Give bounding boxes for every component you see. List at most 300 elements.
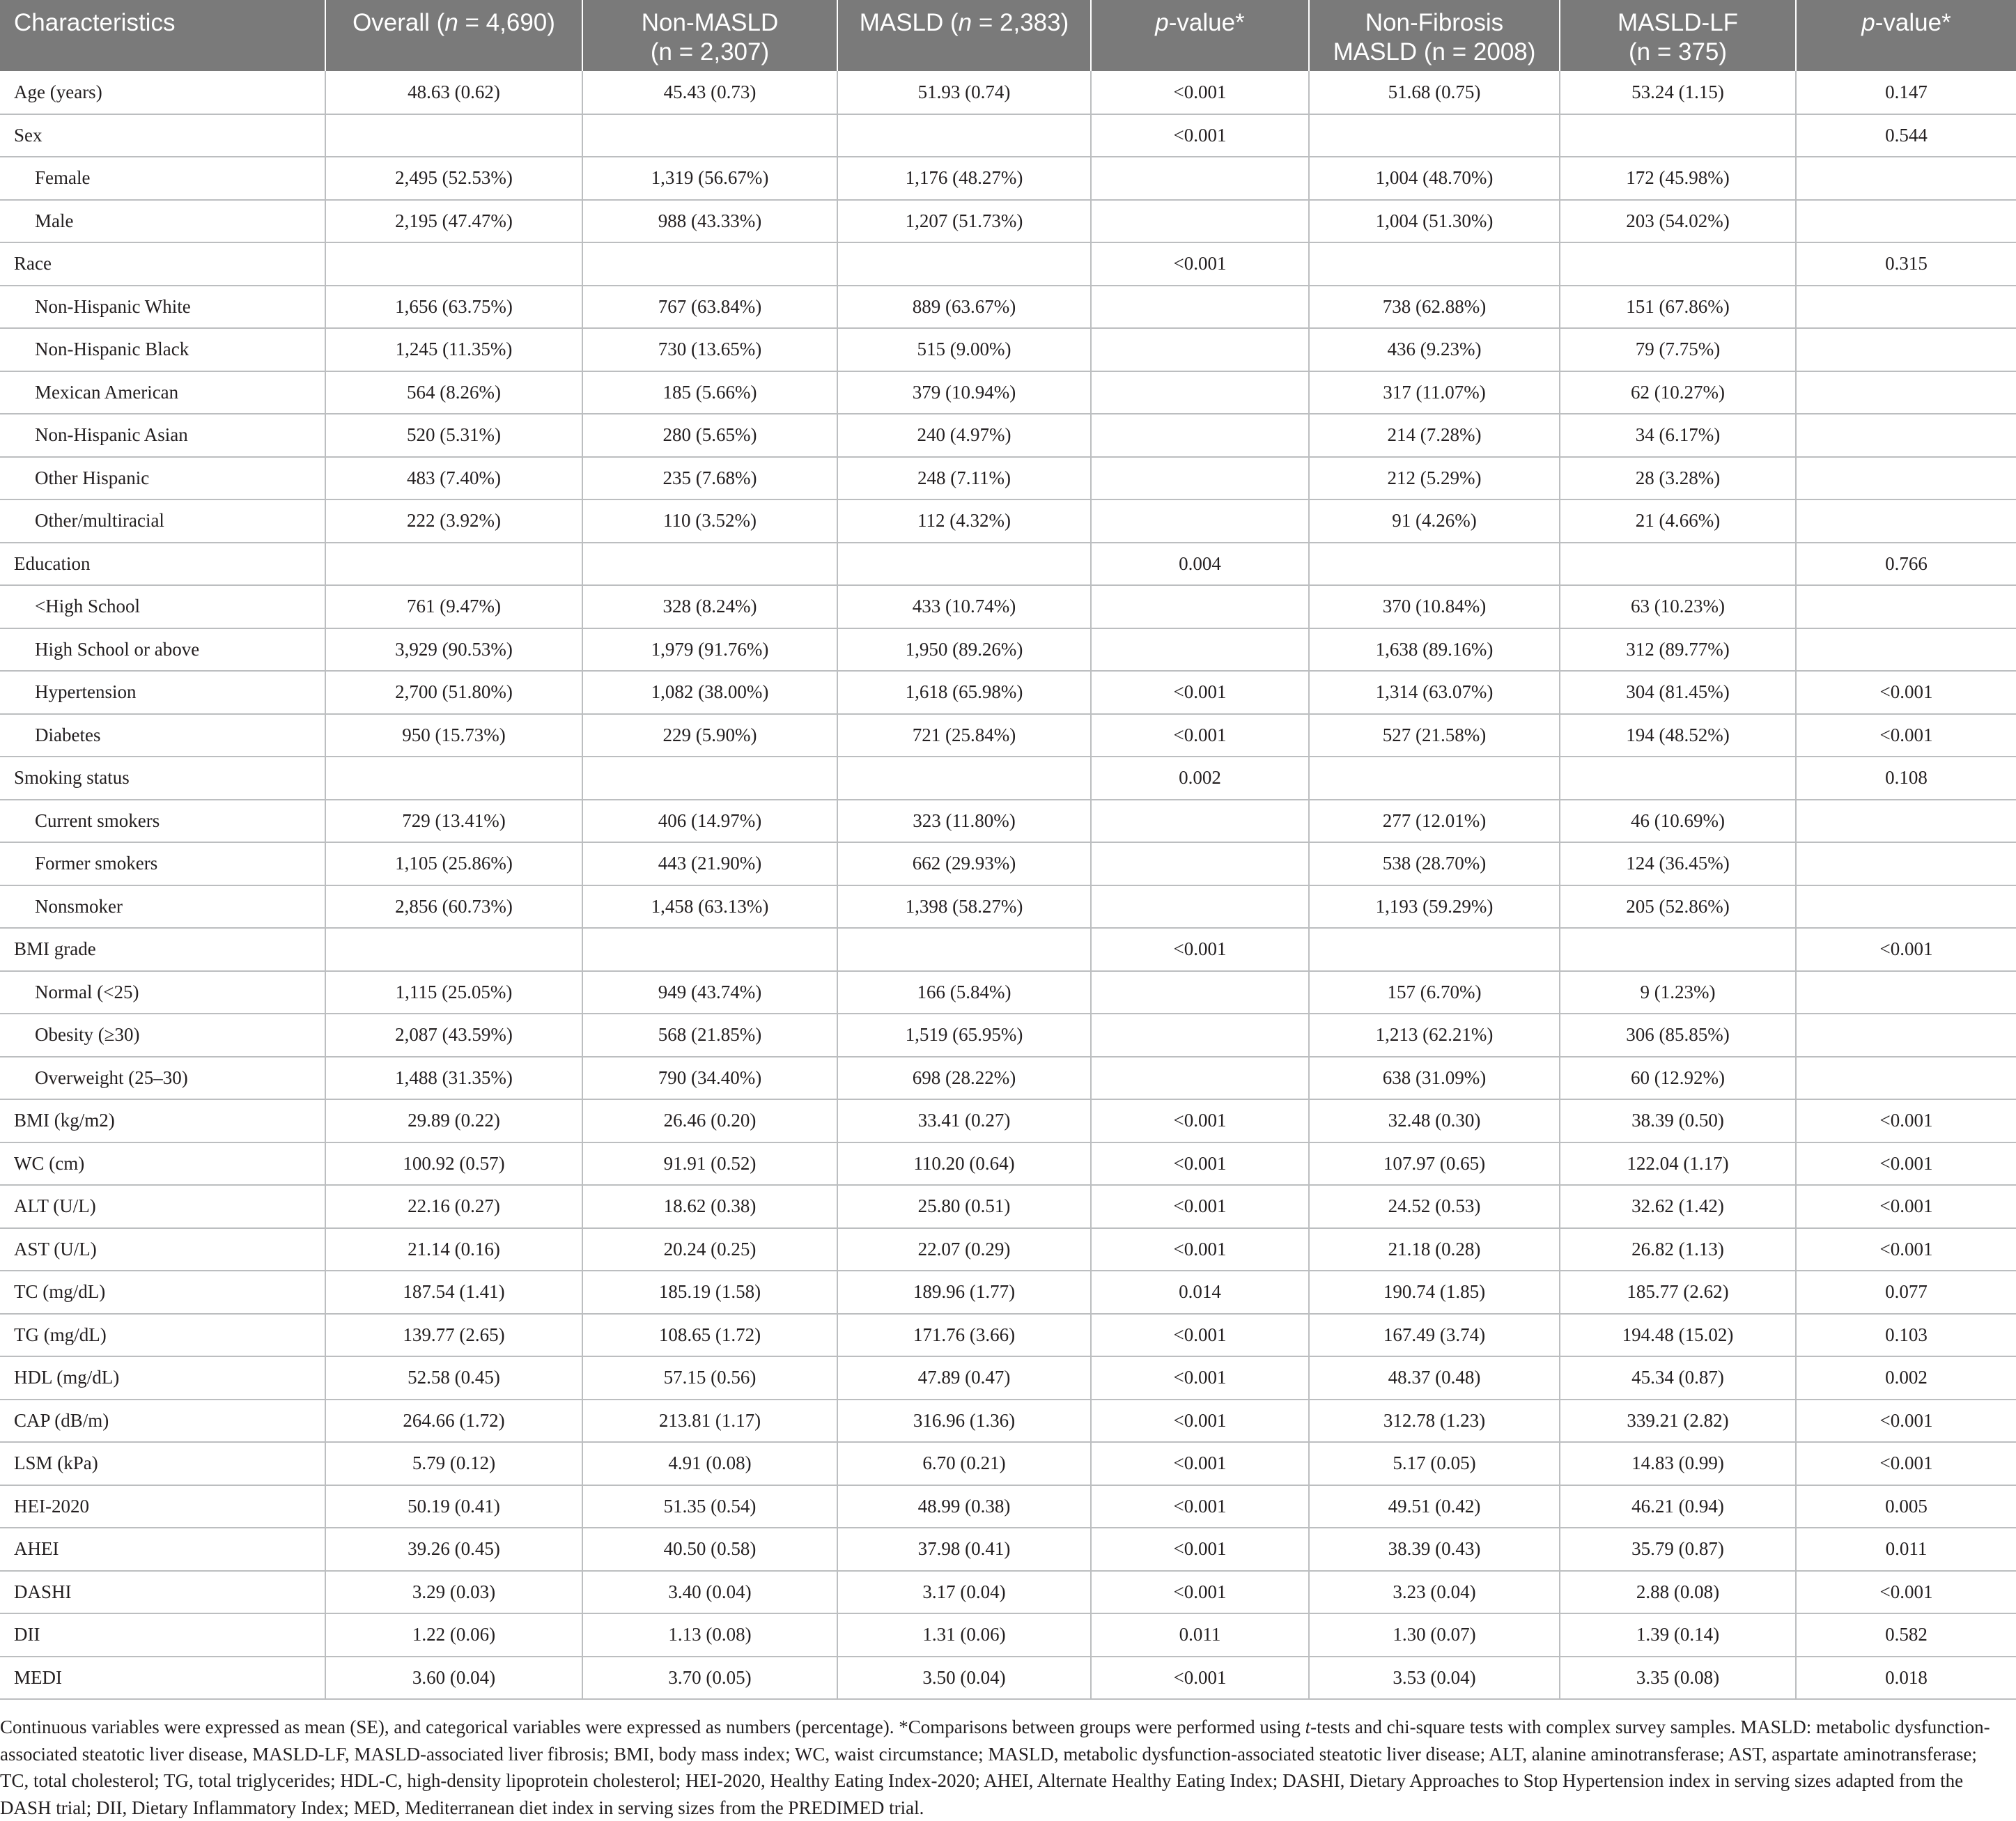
table-cell (1091, 200, 1309, 243)
table-cell: 166 (5.84%) (837, 971, 1091, 1014)
table-row (0, 371, 2016, 414)
row-label: BMI (kg/m2) (0, 1099, 325, 1142)
table-cell: 1.22 (0.06) (325, 1613, 582, 1657)
table-cell (1796, 200, 2016, 243)
table-cell: 51.68 (0.75) (1309, 71, 1560, 114)
table-cell: 1,193 (59.29%) (1309, 885, 1560, 929)
table-cell: 730 (13.65%) (582, 328, 837, 371)
table-cell (1091, 414, 1309, 457)
footnote-text-part2: -tests and chi-square tests with complex survey samples. MASLD: metabolic dysfunction-associated steatotic liver disease, MASLD-LF, MASLD-associated liver fibrosis; BMI, body mass index; WC, waist circumstance; MASLD, metabolic dysfunction-associated steatotic liver disease; ALT, alanine aminotransferase; AST, aspartate aminotransferase; TC, total cholesterol; TG, total triglycerides; HDL-C, high-density lipoprotein cholesterol; HEI-2020, Healthy Eating Index-2020; AHEI, Alternate Healthy Eating Index; DASHI, Dietary Approaches to Stop Hypertension index in serving sizes adapted from the DASH trial; DII, Dietary Inflammatory Index; MED, Mediterranean diet index in serving sizes from the PREDIMED trial. (0, 1717, 1990, 1818)
row-label: Male (0, 200, 325, 243)
table-cell: 91 (4.26%) (1309, 499, 1560, 543)
table-cell (1796, 1014, 2016, 1057)
footnote-text-part1: Continuous variables were expressed as mean (SE), and categorical variables were expressed as numbers (percentage). *Comparisons between groups were performed using (0, 1717, 1305, 1737)
table-cell (582, 543, 837, 586)
table-row (0, 885, 2016, 929)
table-row (0, 928, 2016, 971)
table-cell: <0.001 (1796, 1099, 2016, 1142)
table-cell: 194.48 (15.02) (1560, 1314, 1796, 1357)
row-label: <High School (0, 585, 325, 628)
table-cell (1560, 543, 1796, 586)
table-cell: 304 (81.45%) (1560, 671, 1796, 714)
table-cell: 1,488 (31.35%) (325, 1057, 582, 1100)
row-label: Former smokers (0, 842, 325, 885)
table-cell: 107.97 (0.65) (1309, 1142, 1560, 1186)
table-cell: 339.21 (2.82) (1560, 1400, 1796, 1443)
table-cell: 1,314 (63.07%) (1309, 671, 1560, 714)
table-cell (1560, 114, 1796, 157)
table-row (0, 457, 2016, 500)
table-cell: 323 (11.80%) (837, 800, 1091, 843)
table-cell: 229 (5.90%) (582, 714, 837, 757)
table-cell (325, 543, 582, 586)
table-cell (582, 757, 837, 800)
table-cell: 26.82 (1.13) (1560, 1228, 1796, 1271)
row-label: Overweight (25–30) (0, 1057, 325, 1100)
row-label: Diabetes (0, 714, 325, 757)
table-cell: 1.13 (0.08) (582, 1613, 837, 1657)
table-cell: 49.51 (0.42) (1309, 1485, 1560, 1528)
table-cell: 48.37 (0.48) (1309, 1356, 1560, 1400)
table-cell: 110 (3.52%) (582, 499, 837, 543)
table-row (0, 1057, 2016, 1100)
table-cell: <0.001 (1796, 671, 2016, 714)
table-cell: <0.001 (1796, 1442, 2016, 1485)
table-cell: 21.14 (0.16) (325, 1228, 582, 1271)
table-cell (325, 757, 582, 800)
table-cell: 1,245 (11.35%) (325, 328, 582, 371)
row-label: Non-Hispanic Asian (0, 414, 325, 457)
table-row (0, 671, 2016, 714)
table-cell: 0.018 (1796, 1657, 2016, 1700)
table-cell: 1,082 (38.00%) (582, 671, 837, 714)
table-footnote (0, 1714, 2006, 1821)
table-cell: 62 (10.27%) (1560, 371, 1796, 414)
table-cell (325, 242, 582, 286)
table-cell: 29.89 (0.22) (325, 1099, 582, 1142)
table-cell: 189.96 (1.77) (837, 1271, 1091, 1314)
table-cell: 1,458 (63.13%) (582, 885, 837, 929)
table-cell: <0.001 (1091, 114, 1309, 157)
table-cell: 53.24 (1.15) (1560, 71, 1796, 114)
table-cell: 212 (5.29%) (1309, 457, 1560, 500)
table-cell: 122.04 (1.17) (1560, 1142, 1796, 1186)
table-cell: 214 (7.28%) (1309, 414, 1560, 457)
table-cell: <0.001 (1091, 1442, 1309, 1485)
row-label: WC (cm) (0, 1142, 325, 1186)
table-cell (1796, 842, 2016, 885)
table-cell: <0.001 (1091, 928, 1309, 971)
table-cell: <0.001 (1091, 1228, 1309, 1271)
table-cell: 45.34 (0.87) (1560, 1356, 1796, 1400)
table-cell: 312 (89.77%) (1560, 628, 1796, 672)
row-label: AHEI (0, 1528, 325, 1571)
table-cell (1091, 1014, 1309, 1057)
table-cell: 950 (15.73%) (325, 714, 582, 757)
row-label: Mexican American (0, 371, 325, 414)
table-cell: <0.001 (1796, 714, 2016, 757)
table-cell: 436 (9.23%) (1309, 328, 1560, 371)
table-cell (1796, 371, 2016, 414)
table-cell: 1,004 (51.30%) (1309, 200, 1560, 243)
table-cell: 33.41 (0.27) (837, 1099, 1091, 1142)
table-cell: 9 (1.23%) (1560, 971, 1796, 1014)
table-cell: 190.74 (1.85) (1309, 1271, 1560, 1314)
table-row (0, 1442, 2016, 1485)
table-cell: 1.30 (0.07) (1309, 1613, 1560, 1657)
table-cell: 1,618 (65.98%) (837, 671, 1091, 714)
table-cell: <0.001 (1091, 1185, 1309, 1228)
table-cell: 1,207 (51.73%) (837, 200, 1091, 243)
table-row (0, 971, 2016, 1014)
table-cell: 520 (5.31%) (325, 414, 582, 457)
table-cell: 721 (25.84%) (837, 714, 1091, 757)
table-cell: 3.53 (0.04) (1309, 1657, 1560, 1700)
table-cell: 24.52 (0.53) (1309, 1185, 1560, 1228)
table-cell: 0.014 (1091, 1271, 1309, 1314)
header-p-value-2: p-value* (1796, 0, 2016, 71)
table-cell: <0.001 (1091, 1528, 1309, 1571)
table-cell: 34 (6.17%) (1560, 414, 1796, 457)
table-cell: 45.43 (0.73) (582, 71, 837, 114)
table-cell: 52.58 (0.45) (325, 1356, 582, 1400)
table-cell: <0.001 (1091, 1657, 1309, 1700)
table-cell: 25.80 (0.51) (837, 1185, 1091, 1228)
table-cell (1796, 585, 2016, 628)
table-cell: 2,087 (43.59%) (325, 1014, 582, 1057)
table-cell: 406 (14.97%) (582, 800, 837, 843)
table-cell: <0.001 (1796, 1185, 2016, 1228)
table-cell: 171.76 (3.66) (837, 1314, 1091, 1357)
table-cell: 3.35 (0.08) (1560, 1657, 1796, 1700)
table-cell: 1,398 (58.27%) (837, 885, 1091, 929)
table-cell: 28 (3.28%) (1560, 457, 1796, 500)
table-cell: <0.001 (1091, 71, 1309, 114)
table-cell: 988 (43.33%) (582, 200, 837, 243)
table-cell (582, 242, 837, 286)
table-row (0, 1099, 2016, 1142)
table-cell: 483 (7.40%) (325, 457, 582, 500)
table-cell: 139.77 (2.65) (325, 1314, 582, 1357)
table-row (0, 1228, 2016, 1271)
table-cell: <0.001 (1091, 1356, 1309, 1400)
table-cell: 1,638 (89.16%) (1309, 628, 1560, 672)
table-cell: 638 (31.09%) (1309, 1057, 1560, 1100)
table-cell: 1,105 (25.86%) (325, 842, 582, 885)
table-cell: 51.35 (0.54) (582, 1485, 837, 1528)
table-cell: 0.315 (1796, 242, 2016, 286)
table-cell: <0.001 (1091, 1099, 1309, 1142)
table-cell: 79 (7.75%) (1560, 328, 1796, 371)
table-cell: 1,115 (25.05%) (325, 971, 582, 1014)
table-cell: 515 (9.00%) (837, 328, 1091, 371)
table-row (0, 585, 2016, 628)
table-cell: 167.49 (3.74) (1309, 1314, 1560, 1357)
header-overall: Overall (n = 4,690) (325, 0, 582, 71)
table-cell: 151 (67.86%) (1560, 286, 1796, 329)
row-label: Non-Hispanic White (0, 286, 325, 329)
table-cell: 0.005 (1796, 1485, 2016, 1528)
table-cell: 3.50 (0.04) (837, 1657, 1091, 1700)
table-row (0, 499, 2016, 543)
table-cell: 0.004 (1091, 543, 1309, 586)
table-cell: <0.001 (1796, 1142, 2016, 1186)
table-row (0, 1571, 2016, 1614)
table-cell: 18.62 (0.38) (582, 1185, 837, 1228)
table-cell: <0.001 (1091, 1314, 1309, 1357)
table-cell (1091, 457, 1309, 500)
row-label: Hypertension (0, 671, 325, 714)
table-cell: 2,856 (60.73%) (325, 885, 582, 929)
table-cell: 264.66 (1.72) (325, 1400, 582, 1443)
row-label: Female (0, 157, 325, 200)
table-cell: 51.93 (0.74) (837, 71, 1091, 114)
table-cell: 1,213 (62.21%) (1309, 1014, 1560, 1057)
table-cell (1560, 242, 1796, 286)
table-cell: 48.99 (0.38) (837, 1485, 1091, 1528)
header-characteristics: Characteristics (0, 0, 325, 71)
header-p-value-1: p-value* (1091, 0, 1309, 71)
table-row (0, 800, 2016, 843)
table-cell: 185.77 (2.62) (1560, 1271, 1796, 1314)
table-cell: 48.63 (0.62) (325, 71, 582, 114)
table-cell: 185.19 (1.58) (582, 1271, 837, 1314)
table-cell: 1,656 (63.75%) (325, 286, 582, 329)
table-cell: 21 (4.66%) (1560, 499, 1796, 543)
row-label: HEI-2020 (0, 1485, 325, 1528)
table-row (0, 1400, 2016, 1443)
table-cell: 6.70 (0.21) (837, 1442, 1091, 1485)
table-row (0, 1142, 2016, 1186)
table-row (0, 1271, 2016, 1314)
row-label: DII (0, 1613, 325, 1657)
table-cell: <0.001 (1091, 671, 1309, 714)
table-cell: 100.92 (0.57) (325, 1142, 582, 1186)
table-cell: 1,519 (65.95%) (837, 1014, 1091, 1057)
table-cell: <0.001 (1091, 242, 1309, 286)
table-cell (1091, 842, 1309, 885)
row-label: MEDI (0, 1657, 325, 1700)
table-row (0, 1356, 2016, 1400)
table-cell: 46 (10.69%) (1560, 800, 1796, 843)
table-cell: 0.544 (1796, 114, 2016, 157)
table-row (0, 842, 2016, 885)
table-cell: 538 (28.70%) (1309, 842, 1560, 885)
table-cell: 2.88 (0.08) (1560, 1571, 1796, 1614)
table-cell: 235 (7.68%) (582, 457, 837, 500)
table-cell: 729 (13.41%) (325, 800, 582, 843)
row-label: Normal (<25) (0, 971, 325, 1014)
table-cell: <0.001 (1796, 1571, 2016, 1614)
table-cell: 0.011 (1796, 1528, 2016, 1571)
table-cell: <0.001 (1091, 714, 1309, 757)
row-label: Smoking status (0, 757, 325, 800)
table-cell: 22.07 (0.29) (837, 1228, 1091, 1271)
table-row (0, 714, 2016, 757)
table-cell: 194 (48.52%) (1560, 714, 1796, 757)
table-cell (1091, 800, 1309, 843)
row-label: Education (0, 543, 325, 586)
table-cell: 5.17 (0.05) (1309, 1442, 1560, 1485)
table-cell: 2,195 (47.47%) (325, 200, 582, 243)
table-cell: 222 (3.92%) (325, 499, 582, 543)
table-cell (1091, 1057, 1309, 1100)
table-cell: 316.96 (1.36) (837, 1400, 1091, 1443)
row-label: Current smokers (0, 800, 325, 843)
row-label: Nonsmoker (0, 885, 325, 929)
table-cell: 1,176 (48.27%) (837, 157, 1091, 200)
table-cell (1560, 928, 1796, 971)
row-label: AST (U/L) (0, 1228, 325, 1271)
table-cell: 60 (12.92%) (1560, 1057, 1796, 1100)
table-cell: 203 (54.02%) (1560, 200, 1796, 243)
table-cell: <0.001 (1796, 1228, 2016, 1271)
table-cell (1091, 286, 1309, 329)
table-cell: 39.26 (0.45) (325, 1528, 582, 1571)
table-cell (325, 928, 582, 971)
table-cell (1091, 499, 1309, 543)
table-cell: <0.001 (1091, 1571, 1309, 1614)
table-cell: 213.81 (1.17) (582, 1400, 837, 1443)
row-label: Obesity (≥30) (0, 1014, 325, 1057)
table-cell (582, 114, 837, 157)
row-label: TC (mg/dL) (0, 1271, 325, 1314)
row-label: Other Hispanic (0, 457, 325, 500)
table-cell (837, 242, 1091, 286)
table-cell: 564 (8.26%) (325, 371, 582, 414)
table-cell: 3.29 (0.03) (325, 1571, 582, 1614)
table-cell: 3.40 (0.04) (582, 1571, 837, 1614)
header-non-masld: Non-MASLD (n = 2,307) (582, 0, 837, 71)
table-cell: 4.91 (0.08) (582, 1442, 837, 1485)
table-cell (1796, 414, 2016, 457)
table-cell: <0.001 (1796, 1400, 2016, 1443)
table-cell: 306 (85.85%) (1560, 1014, 1796, 1057)
table-cell: 26.46 (0.20) (582, 1099, 837, 1142)
row-label: Sex (0, 114, 325, 157)
table-row (0, 1314, 2016, 1357)
table-cell: <0.001 (1091, 1400, 1309, 1443)
table-cell: 317 (11.07%) (1309, 371, 1560, 414)
table-cell (1560, 757, 1796, 800)
table-cell: 767 (63.84%) (582, 286, 837, 329)
table-cell: 568 (21.85%) (582, 1014, 837, 1057)
table-row (0, 1528, 2016, 1571)
row-label: HDL (mg/dL) (0, 1356, 325, 1400)
table-cell: 1.31 (0.06) (837, 1613, 1091, 1657)
table-cell: 38.39 (0.43) (1309, 1528, 1560, 1571)
table-cell: 0.147 (1796, 71, 2016, 114)
table-cell: 443 (21.90%) (582, 842, 837, 885)
table-cell: 46.21 (0.94) (1560, 1485, 1796, 1528)
table-cell: <0.001 (1796, 928, 2016, 971)
table-cell: 112 (4.32%) (837, 499, 1091, 543)
table-cell (1091, 885, 1309, 929)
table-row (0, 242, 2016, 286)
table-cell (1091, 157, 1309, 200)
table-row (0, 543, 2016, 586)
table-cell: 57.15 (0.56) (582, 1356, 837, 1400)
table-cell: 0.002 (1796, 1356, 2016, 1400)
table-cell (1309, 114, 1560, 157)
table-cell (1309, 543, 1560, 586)
table-cell (837, 543, 1091, 586)
table-row (0, 71, 2016, 114)
table-cell: 3.17 (0.04) (837, 1571, 1091, 1614)
row-label: CAP (dB/m) (0, 1400, 325, 1443)
table-cell (1796, 800, 2016, 843)
table-cell: 108.65 (1.72) (582, 1314, 837, 1357)
table-cell (1091, 628, 1309, 672)
table-cell: 205 (52.86%) (1560, 885, 1796, 929)
row-label: TG (mg/dL) (0, 1314, 325, 1357)
header-masld-lf: MASLD-LF (n = 375) (1560, 0, 1796, 71)
table-cell: 889 (63.67%) (837, 286, 1091, 329)
table-cell: 761 (9.47%) (325, 585, 582, 628)
table-cell (1796, 628, 2016, 672)
table-row (0, 414, 2016, 457)
row-label: Other/multiracial (0, 499, 325, 543)
table-cell: 949 (43.74%) (582, 971, 837, 1014)
table-cell: <0.001 (1091, 1142, 1309, 1186)
table-cell (1796, 1057, 2016, 1100)
table-row (0, 1485, 2016, 1528)
table-row (0, 628, 2016, 672)
footnote-t-italic: t (1305, 1717, 1311, 1737)
table-cell: 0.766 (1796, 543, 2016, 586)
table-cell (837, 757, 1091, 800)
table-cell: 124 (36.45%) (1560, 842, 1796, 885)
table-cell: 3.60 (0.04) (325, 1657, 582, 1700)
table-header-row (0, 0, 2016, 71)
table-cell (1796, 286, 2016, 329)
table-cell (1796, 885, 2016, 929)
table-body (0, 71, 2016, 1699)
row-label: DASHI (0, 1571, 325, 1614)
table-row (0, 1185, 2016, 1228)
table-cell: 240 (4.97%) (837, 414, 1091, 457)
table-cell (325, 114, 582, 157)
table-cell: 1,979 (91.76%) (582, 628, 837, 672)
table-cell: 3.70 (0.05) (582, 1657, 837, 1700)
table-row (0, 1014, 2016, 1057)
table-cell (1309, 757, 1560, 800)
table-cell: 280 (5.65%) (582, 414, 837, 457)
table-cell (1796, 499, 2016, 543)
table-cell: 698 (28.22%) (837, 1057, 1091, 1100)
table-cell: 277 (12.01%) (1309, 800, 1560, 843)
table-cell: 790 (34.40%) (582, 1057, 837, 1100)
table-cell: 20.24 (0.25) (582, 1228, 837, 1271)
table-cell: 14.83 (0.99) (1560, 1442, 1796, 1485)
table-cell: 2,700 (51.80%) (325, 671, 582, 714)
table-row (0, 757, 2016, 800)
table-cell: 63 (10.23%) (1560, 585, 1796, 628)
table-cell (1309, 928, 1560, 971)
table-cell: 37.98 (0.41) (837, 1528, 1091, 1571)
table-cell: 3.23 (0.04) (1309, 1571, 1560, 1614)
header-non-fibrosis-masld: Non-Fibrosis MASLD (n = 2008) (1309, 0, 1560, 71)
table-cell: 32.62 (1.42) (1560, 1185, 1796, 1228)
table-row (0, 114, 2016, 157)
row-label: LSM (kPa) (0, 1442, 325, 1485)
table-cell: 47.89 (0.47) (837, 1356, 1091, 1400)
table-cell: 3,929 (90.53%) (325, 628, 582, 672)
table-row (0, 286, 2016, 329)
row-label: Non-Hispanic Black (0, 328, 325, 371)
table-cell: 35.79 (0.87) (1560, 1528, 1796, 1571)
table-cell (1796, 457, 2016, 500)
